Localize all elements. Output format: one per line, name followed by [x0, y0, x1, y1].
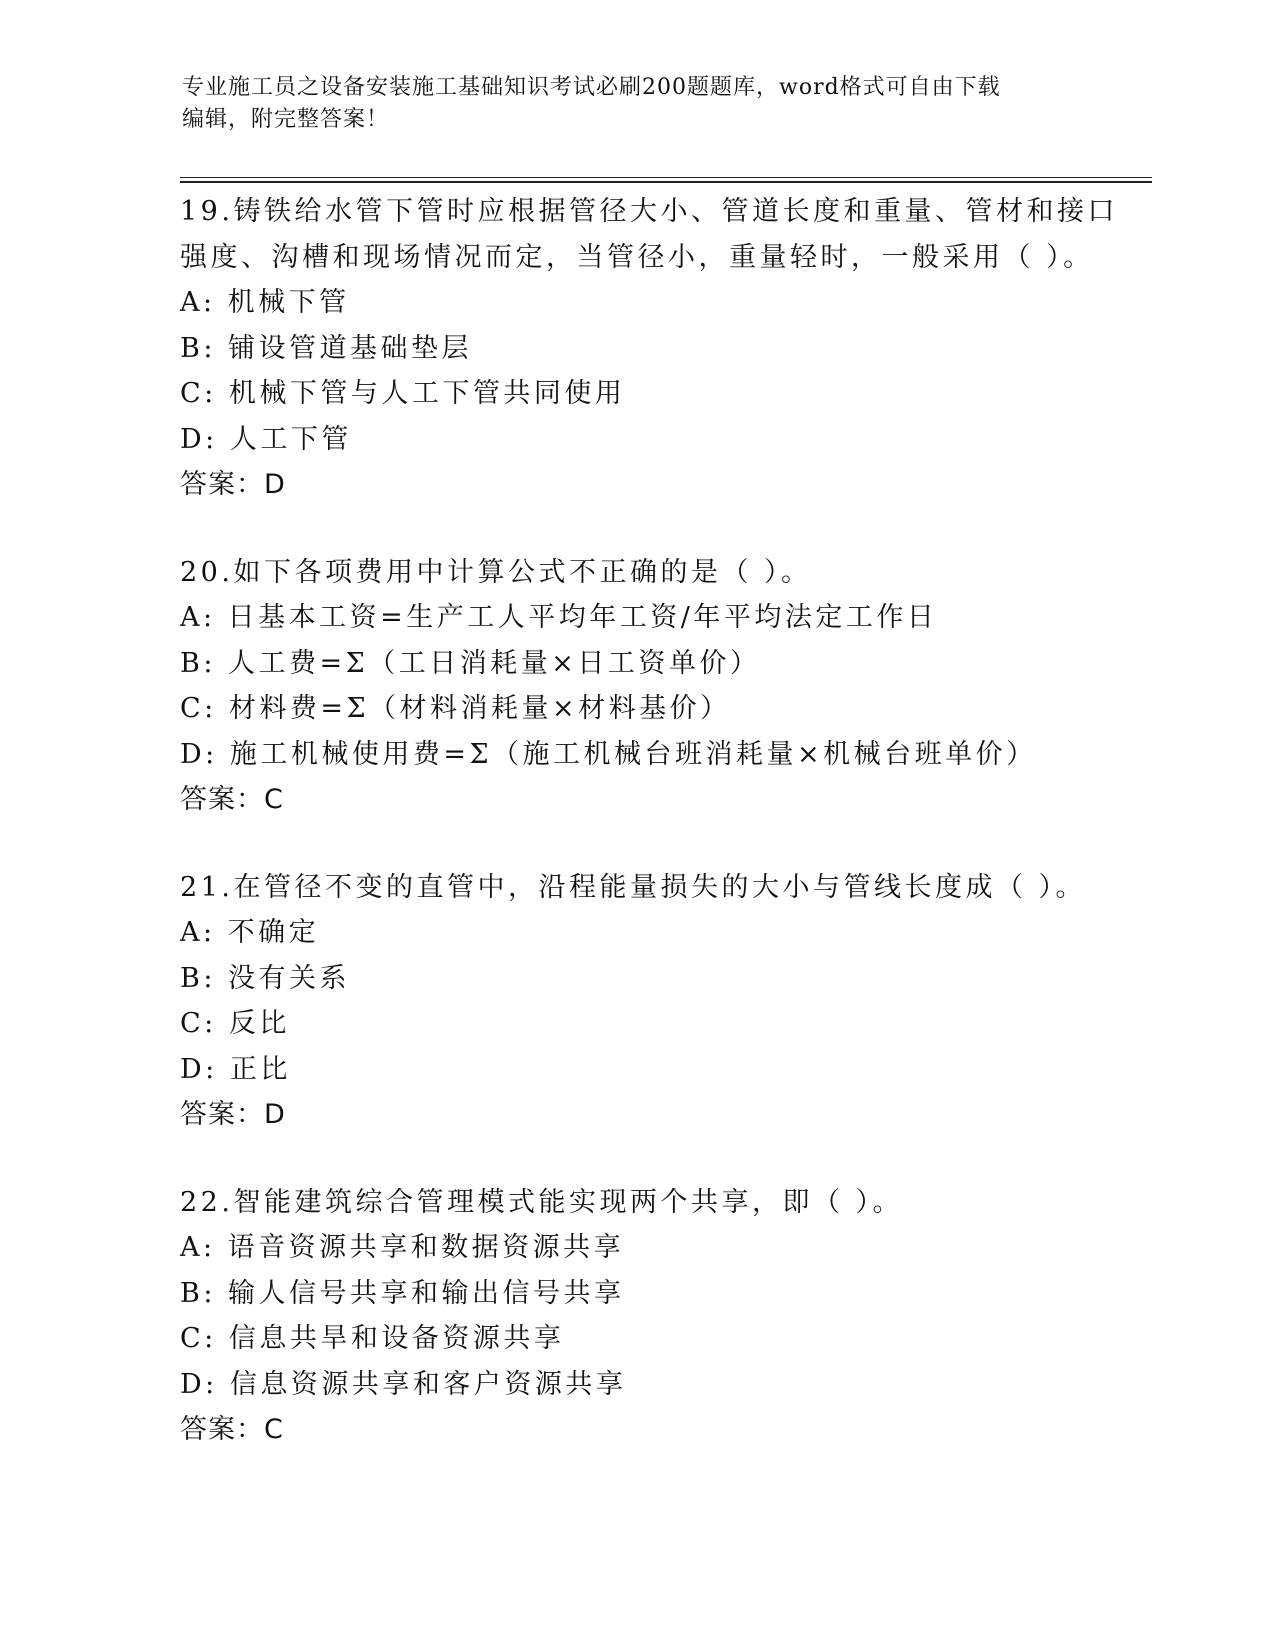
answer-line: 答案：C — [180, 1414, 284, 1445]
option-b: B: 人工费=Σ（工日消耗量×日工资单价） — [180, 647, 761, 679]
option-a: A: 语音资源共享和数据资源共享 — [180, 1232, 625, 1263]
option-a: A: 机械下管 — [180, 287, 350, 318]
question-21 — [180, 865, 1120, 1138]
option-c: C: 反比 — [180, 1008, 290, 1039]
question-stem-line: 19.铸铁给水管下管时应根据管径大小、管道长度和重量、管材和接口 — [180, 196, 1118, 227]
option-b: B: 铺设管道基础垫层 — [180, 332, 473, 364]
option-c: C: 材料费=Σ（材料消耗量×材料基价） — [180, 693, 731, 724]
option-d: D: 人工下管 — [180, 423, 352, 455]
answer-line: 答案：D — [180, 1099, 286, 1130]
option-c: C: 机械下管与人工下管共同使用 — [180, 378, 626, 409]
question-22 — [180, 1180, 1120, 1453]
question-stem-line: 20.如下各项费用中计算公式不正确的是（ ）。 — [180, 556, 812, 588]
option-b: B: 没有关系 — [180, 962, 351, 994]
option-b: B: 输人信号共享和输出信号共享 — [180, 1277, 625, 1309]
option-a: A: 日基本工资=生产工人平均年工资/年平均法定工作日 — [180, 602, 938, 633]
header-divider-thick — [180, 181, 1152, 183]
answer-line: 答案：C — [180, 784, 284, 815]
option-a: A: 不确定 — [180, 917, 320, 948]
question-list — [180, 189, 1120, 1495]
option-d: D: 施工机械使用费=Σ（施工机械台班消耗量×机械台班单价） — [180, 738, 1037, 770]
document-header — [182, 72, 1062, 136]
option-d: D: 信息资源共享和客户资源共享 — [180, 1368, 627, 1400]
question-19 — [180, 189, 1120, 508]
header-divider-thin — [180, 177, 1152, 178]
question-stem-line: 21.在管径不变的直管中，沿程能量损失的大小与管线长度成（ ）。 — [180, 871, 1087, 903]
question-stem-line: 22.智能建筑综合管理模式能实现两个共享，即（ ）。 — [180, 1186, 904, 1218]
answer-line: 答案：D — [180, 469, 286, 500]
question-20 — [180, 550, 1120, 823]
header-line-1: 专业施工员之设备安装施工基础知识考试必刷200题题库，word格式可自由下载 — [182, 75, 1001, 100]
header-line-2: 编辑，附完整答案！ — [182, 107, 390, 132]
option-c: C: 信息共旱和设备资源共享 — [180, 1323, 565, 1354]
option-d: D: 正比 — [180, 1053, 291, 1085]
question-stem-line: 强度、沟槽和现场情况而定，当管径小，重量轻时，一般采用（ ）。 — [180, 241, 1094, 273]
